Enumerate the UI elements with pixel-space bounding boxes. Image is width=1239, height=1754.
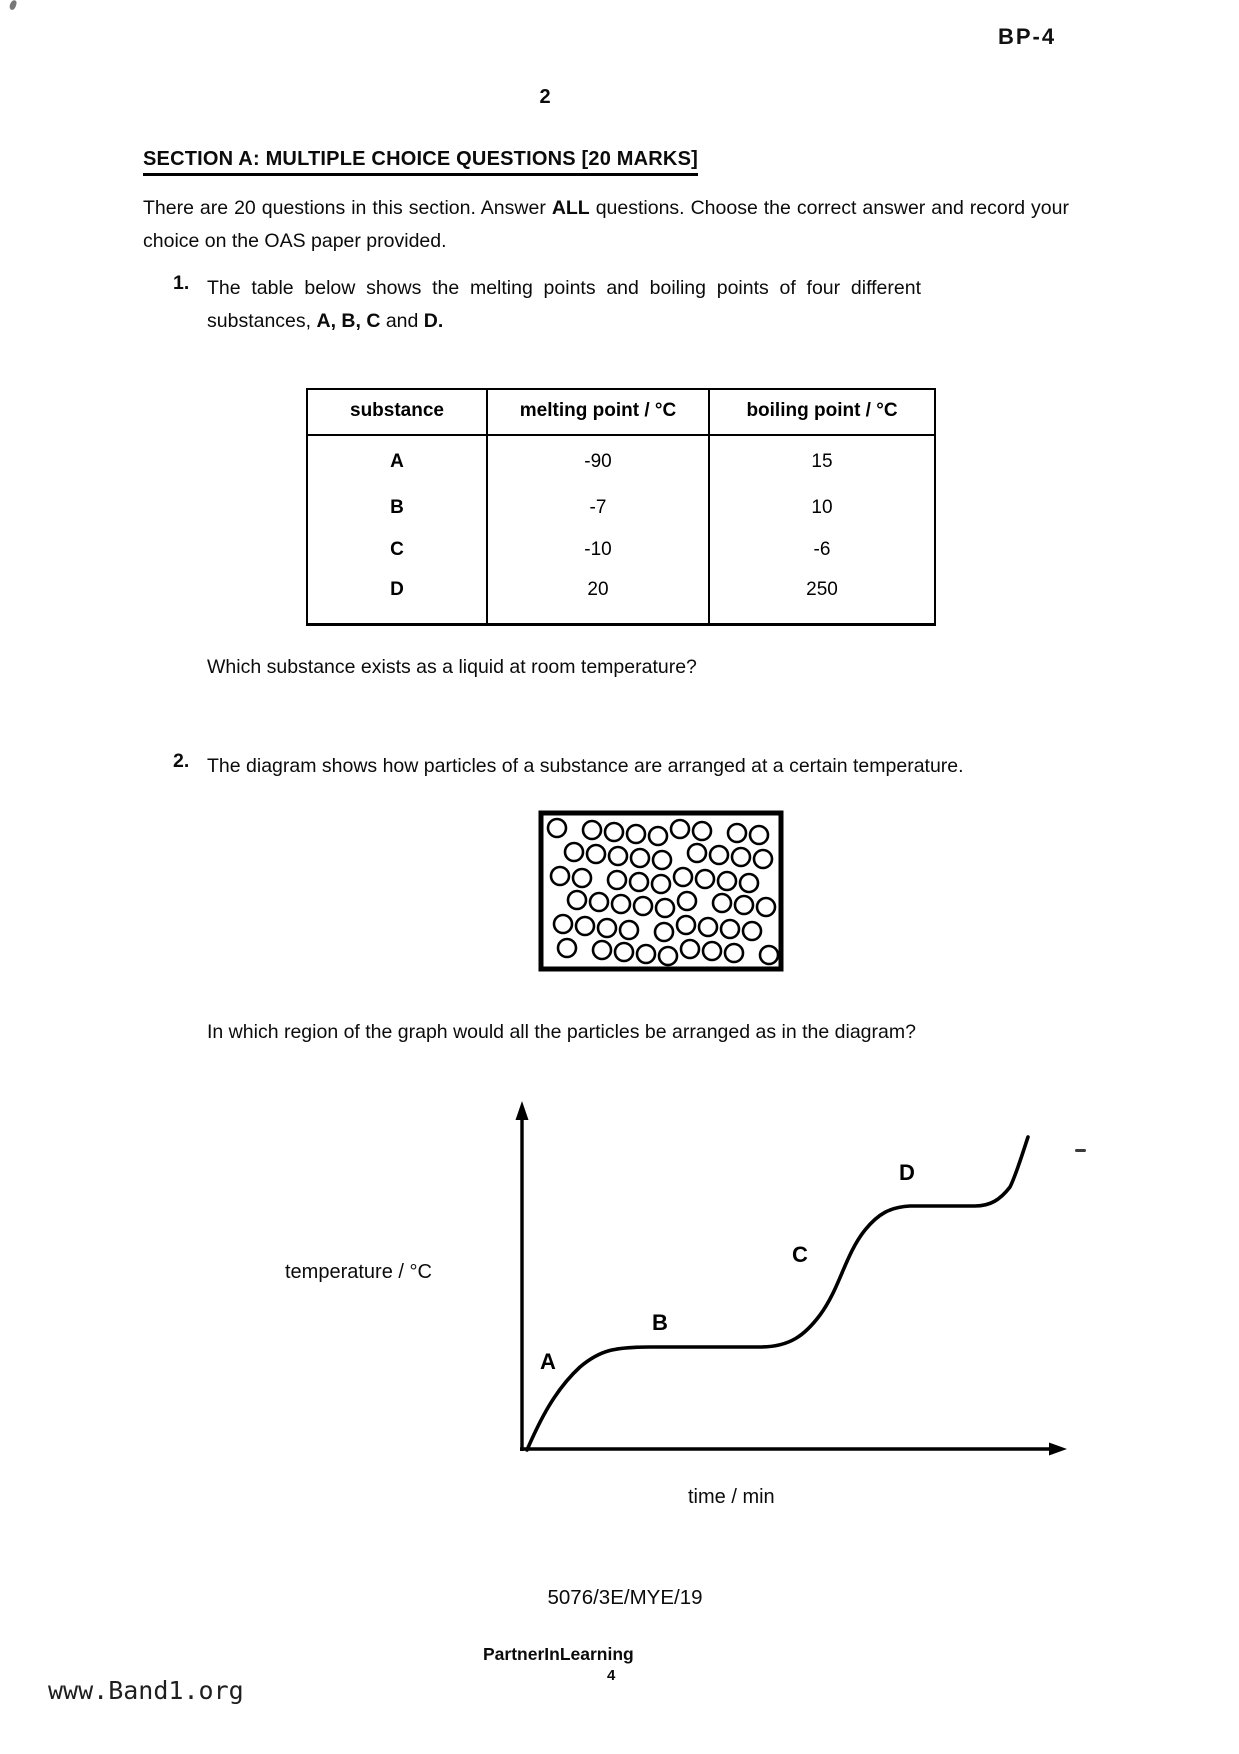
question-1-number: 1. — [173, 272, 190, 294]
particle-circle — [608, 871, 626, 889]
cell-substance: A — [307, 435, 487, 487]
particle-circle — [732, 848, 750, 866]
particle-circle — [620, 921, 638, 939]
particle-circle — [565, 843, 583, 861]
particle-circle — [678, 892, 696, 910]
scan-speck-artifact — [9, 0, 18, 11]
particle-circle — [587, 845, 605, 863]
section-heading-wrap — [143, 148, 698, 176]
corner-paper-code: BP-4 — [998, 24, 1057, 49]
particle-circle — [583, 821, 601, 839]
particle-circle — [750, 826, 768, 844]
particle-circle — [760, 946, 778, 964]
cell-melting: -7 — [487, 487, 709, 529]
particle-circle — [631, 849, 649, 867]
particle-circle — [693, 822, 711, 840]
table-row — [307, 435, 935, 487]
region-label-c: C — [792, 1242, 808, 1267]
particle-circle — [637, 945, 655, 963]
cell-melting: 20 — [487, 571, 709, 625]
cell-substance: D — [307, 571, 487, 625]
particle-circle — [634, 897, 652, 915]
y-axis-arrow-icon — [516, 1101, 529, 1120]
cell-boiling: 250 — [709, 571, 935, 625]
region-label-a: A — [540, 1349, 556, 1374]
melting-boiling-table — [306, 388, 936, 626]
col-header-melting-point: melting point / °C — [487, 389, 709, 435]
particle-circle — [598, 919, 616, 937]
heating-curve-graph — [270, 1093, 1080, 1533]
particle-circle — [681, 940, 699, 958]
particle-circle — [649, 827, 667, 845]
particle-circle — [653, 851, 671, 869]
q1-text-pre: The table below shows the melting points and boiling points of four different substances, — [207, 277, 921, 332]
y-axis-label: temperature / °C — [285, 1261, 432, 1283]
q1-text-bold-abc: A, B, C — [316, 310, 381, 332]
particle-circle — [558, 939, 576, 957]
particle-circle — [593, 941, 611, 959]
instructions-post: questions. Choose the correct answer and record your choice on the OAS paper provided. — [143, 197, 1069, 252]
page-number: 2 — [539, 86, 551, 108]
x-axis-arrow-icon — [1049, 1443, 1067, 1456]
particle-circle — [677, 916, 695, 934]
particle-circle — [721, 920, 739, 938]
question-1-prompt: Which substance exists as a liquid at room temperature? — [207, 656, 697, 678]
particle-circle — [754, 850, 772, 868]
col-header-boiling-point: boiling point / °C — [709, 389, 935, 435]
footer-brand: PartnerInLearning — [483, 1644, 634, 1664]
col-header-substance: substance — [307, 389, 487, 435]
heating-curve — [527, 1137, 1028, 1450]
particle-circle — [630, 873, 648, 891]
particle-circle — [554, 915, 572, 933]
cell-melting: -10 — [487, 529, 709, 571]
particle-circle — [674, 868, 692, 886]
particle-circle — [605, 823, 623, 841]
particle-circle — [612, 895, 630, 913]
table-row — [307, 487, 935, 529]
particle-circle — [576, 917, 594, 935]
particle-circle — [652, 875, 670, 893]
particle-circle — [659, 947, 677, 965]
table-header-row — [307, 389, 935, 435]
particle-diagram — [538, 810, 784, 972]
particle-circle — [703, 942, 721, 960]
cell-boiling: 15 — [709, 435, 935, 487]
particle-circle — [655, 923, 673, 941]
cell-boiling: 10 — [709, 487, 935, 529]
x-axis-label: time / min — [688, 1486, 775, 1508]
cell-boiling: -6 — [709, 529, 935, 571]
question-2-prompt: In which region of the graph would all the particles be arranged as in the diagram? — [207, 1021, 916, 1043]
cell-substance: B — [307, 487, 487, 529]
particle-circle — [725, 944, 743, 962]
instructions-bold-all: ALL — [551, 197, 590, 219]
section-instructions — [143, 192, 1069, 258]
instructions-pre: There are 20 questions in this section. Answer — [143, 197, 552, 219]
particle-circle — [671, 820, 689, 838]
q1-text-bold-d: D. — [423, 310, 444, 332]
footer-page-number: 4 — [607, 1667, 616, 1684]
particle-circle — [590, 893, 608, 911]
particle-circle — [757, 898, 775, 916]
q1-text-mid: and — [380, 310, 424, 332]
question-1-text — [207, 272, 921, 338]
watermark-url: www.Band1.org — [48, 1676, 244, 1705]
particle-circle — [696, 870, 714, 888]
table-row — [307, 529, 935, 571]
cell-melting: -90 — [487, 435, 709, 487]
particle-circle — [656, 899, 674, 917]
particle-circle — [713, 894, 731, 912]
particle-circle — [728, 824, 746, 842]
particle-circle — [699, 918, 717, 936]
particle-circle — [609, 847, 627, 865]
question-2-text: The diagram shows how particles of a substance are arranged at a certain temperature. — [207, 755, 964, 777]
particle-circle — [568, 891, 586, 909]
particle-circle — [548, 819, 566, 837]
region-label-d: D — [899, 1160, 915, 1185]
particle-circle — [743, 922, 761, 940]
footer-paper-code: 5076/3E/MYE/19 — [547, 1586, 703, 1609]
region-label-b: B — [652, 1310, 668, 1335]
particle-circle — [688, 844, 706, 862]
table-row — [307, 571, 935, 625]
particle-circle — [710, 846, 728, 864]
question-2-number: 2. — [173, 750, 190, 772]
particle-circle — [718, 872, 736, 890]
particle-circle — [740, 874, 758, 892]
section-heading: SECTION A: MULTIPLE CHOICE QUESTIONS [20 MARKS] — [143, 148, 698, 176]
cell-substance: C — [307, 529, 487, 571]
particle-circle — [573, 869, 591, 887]
particle-circle — [627, 825, 645, 843]
particle-circle — [615, 943, 633, 961]
particle-circle — [551, 867, 569, 885]
particle-circle — [735, 896, 753, 914]
